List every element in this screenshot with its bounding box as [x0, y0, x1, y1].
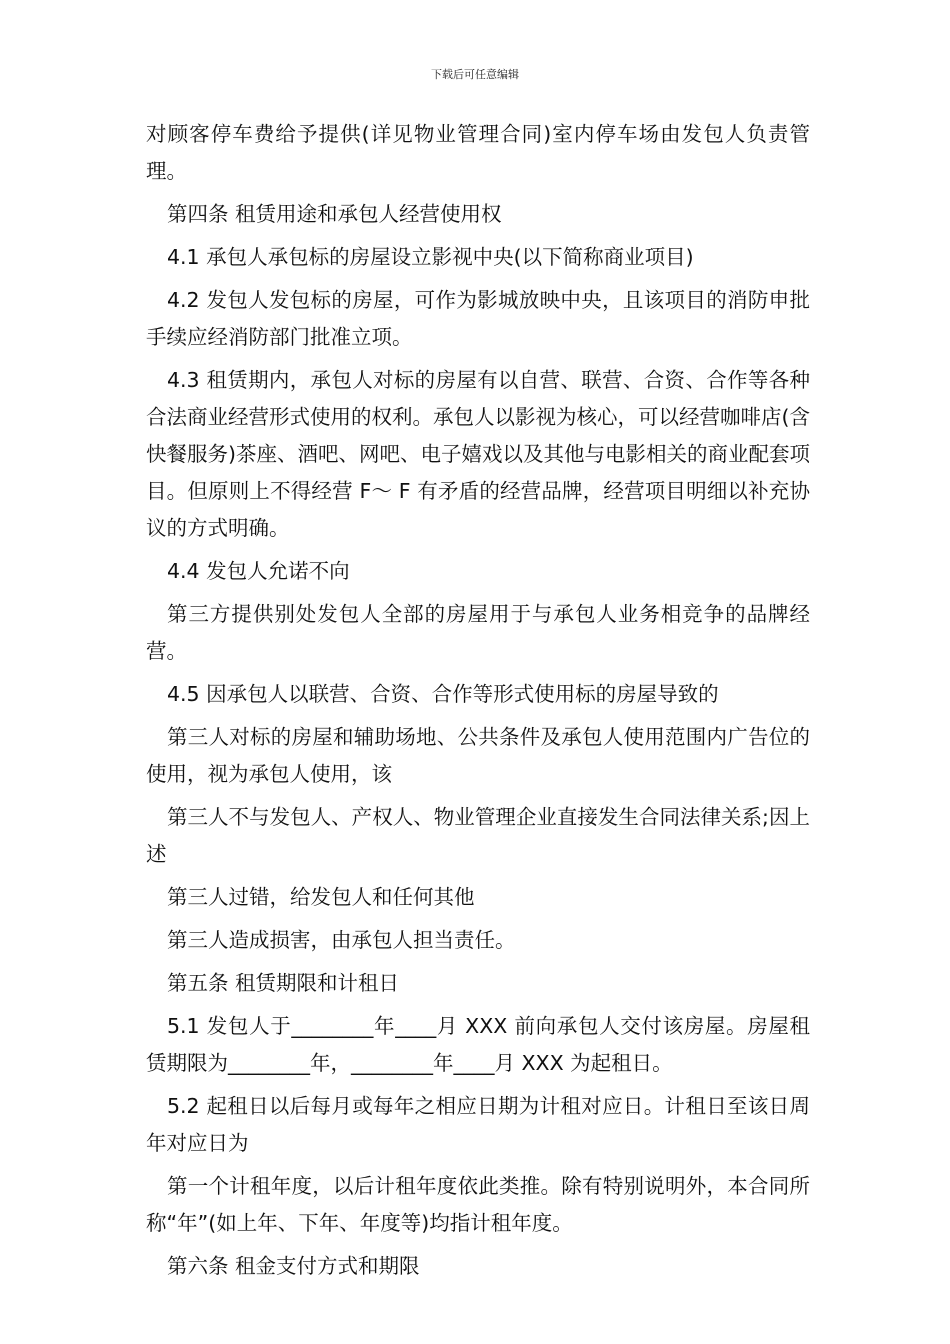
clause-4-2: 4.2 发包人发包标的房屋，可作为影城放映中央，且该项目的消防申批手续应经消防部门批准立项。: [146, 288, 810, 349]
article-4-heading: 第四条 租赁用途和承包人经营使用权: [167, 202, 502, 226]
page-header: 下载后可任意编辑: [431, 68, 519, 81]
clause-4-5: 4.5 因承包人以联营、合资、合作等形式使用标的房屋导致的: [167, 682, 719, 706]
article-6-heading: 第六条 租金支付方式和期限: [167, 1254, 420, 1278]
clause-4-4-cont: 第三方提供别处发包人全部的房屋用于与承包人业务相竞争的品牌经营。: [146, 602, 810, 663]
clause-4-1: 4.1 承包人承包标的房屋设立影视中央(以下简称商业项目): [167, 245, 694, 269]
clause-4-5-cont-4: 第三人造成损害，由承包人担当责任。: [167, 928, 516, 952]
clause-4-5-cont-2: 第三人不与发包人、产权人、物业管理企业直接发生合同法律关系;因上述: [146, 805, 810, 866]
clause-4-5-cont-1: 第三人对标的房屋和辅助场地、公共条件及承包人使用范围内广告位的使用，视为承包人使用，该: [146, 725, 810, 786]
clause-4-4: 4.4 发包人允诺不向: [167, 559, 350, 583]
clause-4-3: 4.3 租赁期内，承包人对标的房屋有以自营、联营、合资、合作等各种合法商业经营形式使用的权利。承包人以影视为核心，可以经营咖啡店(含快餐服务)茶座、酒吧、网吧、电子嬉戏以及其他与电影相关的商业配套项目。但原则上不得经营 F～ F 有矛盾的经营品牌，经营项目明细以补充协议的方式明确。: [146, 368, 810, 540]
clause-5-2: 5.2 起租日以后每月或每年之相应日期为计租对应日。计租日至该日周年对应日为: [146, 1094, 810, 1155]
clause-5-2-cont: 第一个计租年度，以后计租年度依此类推。除有特别说明外，本合同所称“年”(如上年、下年、年度等)均指计租年度。: [146, 1174, 810, 1235]
article-5-heading: 第五条 租赁期限和计租日: [167, 971, 400, 995]
paragraph-parking: 对顾客停车费给予提供(详见物业管理合同)室内停车场由发包人负责管理。: [146, 122, 810, 183]
clause-5-1: 5.1 发包人于________年____月 XXX 前向承包人交付该房屋。房屋租赁期限为________年，________年____月 XXX 为起租日。: [146, 1014, 810, 1075]
document-body: [146, 116, 810, 1291]
clause-4-5-cont-3: 第三人过错，给发包人和任何其他: [167, 885, 475, 909]
